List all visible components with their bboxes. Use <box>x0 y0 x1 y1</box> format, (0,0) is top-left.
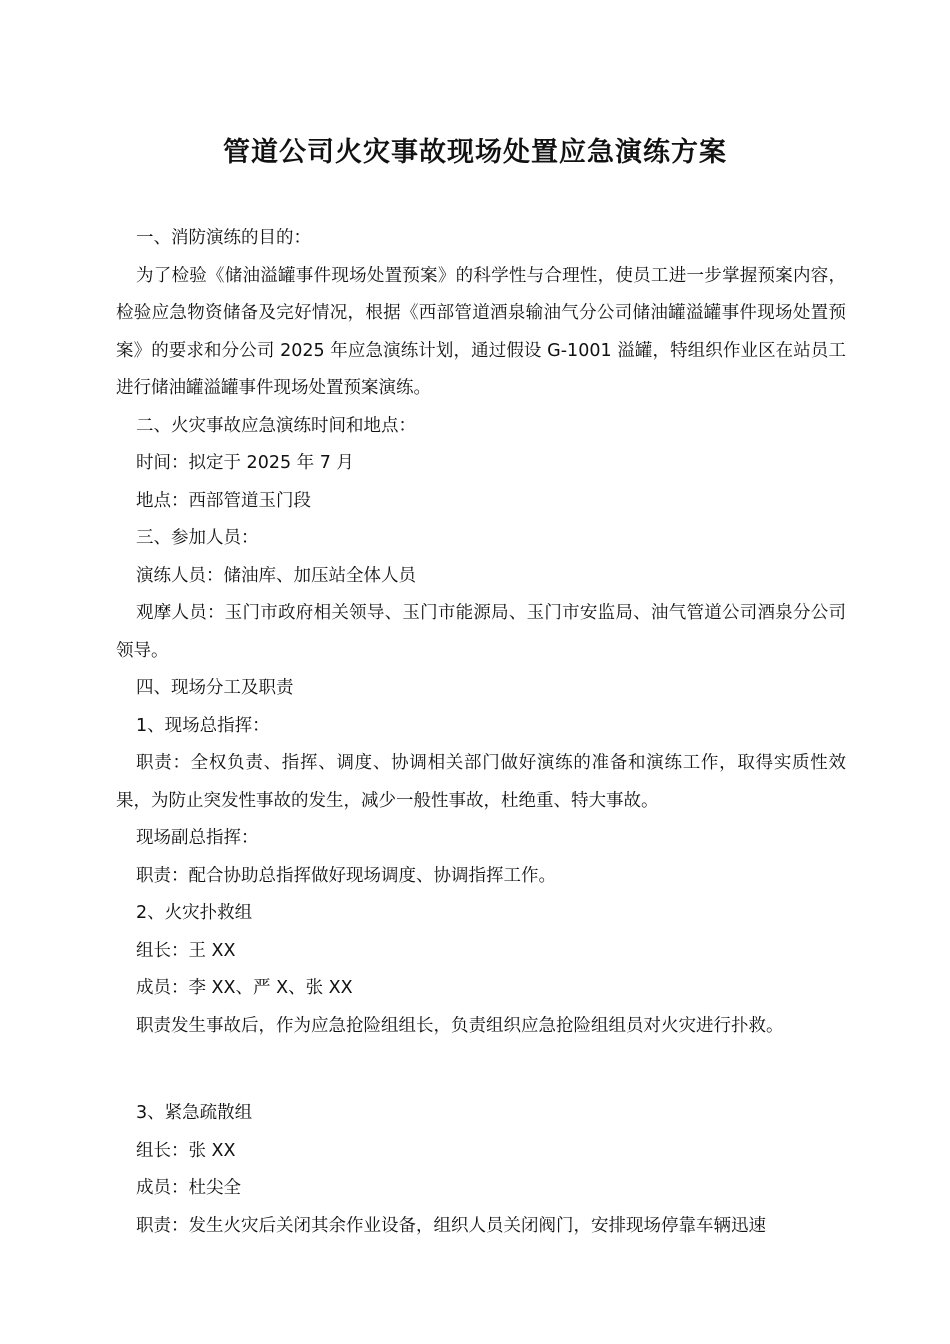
document-body <box>116 220 846 1245</box>
paragraph: 观摩人员：玉门市政府相关领导、玉门市能源局、玉门市安监局、油气管道公司酒泉分公司领导。 <box>116 603 846 661</box>
document-title: 管道公司火灾事故现场处置应急演练方案 <box>223 137 727 168</box>
section-heading: 二、火灾事故应急演练时间和地点： <box>136 415 416 436</box>
subsection-heading: 3、紧急疏散组 <box>136 1103 253 1123</box>
paragraph: 时间：拟定于 2025 年 7 月 <box>136 453 354 473</box>
paragraph: 成员：杜尖全 <box>136 1178 241 1198</box>
paragraph: 职责：全权负责、指挥、调度、协调相关部门做好演练的准备和演练工作，取得实质性效果，为防止突发性事故的发生，减少一般性事故，杜绝重、特大事故。 <box>116 753 846 811</box>
paragraph: 成员：李 XX、严 X、张 XX <box>136 978 353 998</box>
paragraph: 为了检验《储油溢罐事件现场处置预案》的科学性与合理性，使员工进一步掌握预案内容，检验应急物资储备及完好情况，根据《西部管道酒泉输油气分公司储油罐溢罐事件现场处置预案》的要求和分公司 2025 年应急演练计划，通过假设 G-1001 溢罐，特组织作业区在站员工进行储油罐溢罐事件现场处置预案演练。 <box>116 265 846 398</box>
section-heading: 四、现场分工及职责 <box>136 678 294 698</box>
subsection-heading: 1、现场总指挥： <box>136 715 270 736</box>
paragraph: 组长：张 XX <box>136 1140 236 1161</box>
paragraph: 职责：发生火灾后关闭其余作业设备，组织人员关闭阀门，安排现场停靠车辆迅速 <box>136 1215 766 1236</box>
paragraph: 组长：王 XX <box>136 940 236 961</box>
paragraph: 地点：西部管道玉门段 <box>136 490 311 511</box>
blank-line <box>116 1045 846 1095</box>
paragraph: 职责：配合协助总指挥做好现场调度、协调指挥工作。 <box>136 865 556 886</box>
paragraph: 演练人员：储油库、加压站全体人员 <box>136 565 416 586</box>
paragraph: 现场副总指挥： <box>136 828 259 848</box>
section-heading: 一、消防演练的目的： <box>136 228 311 248</box>
section-heading: 三、参加人员： <box>136 528 259 548</box>
paragraph: 职责发生事故后，作为应急抢险组组长，负责组织应急抢险组组员对火灾进行扑救。 <box>136 1015 784 1036</box>
subsection-heading: 2、火灾扑救组 <box>136 903 253 923</box>
